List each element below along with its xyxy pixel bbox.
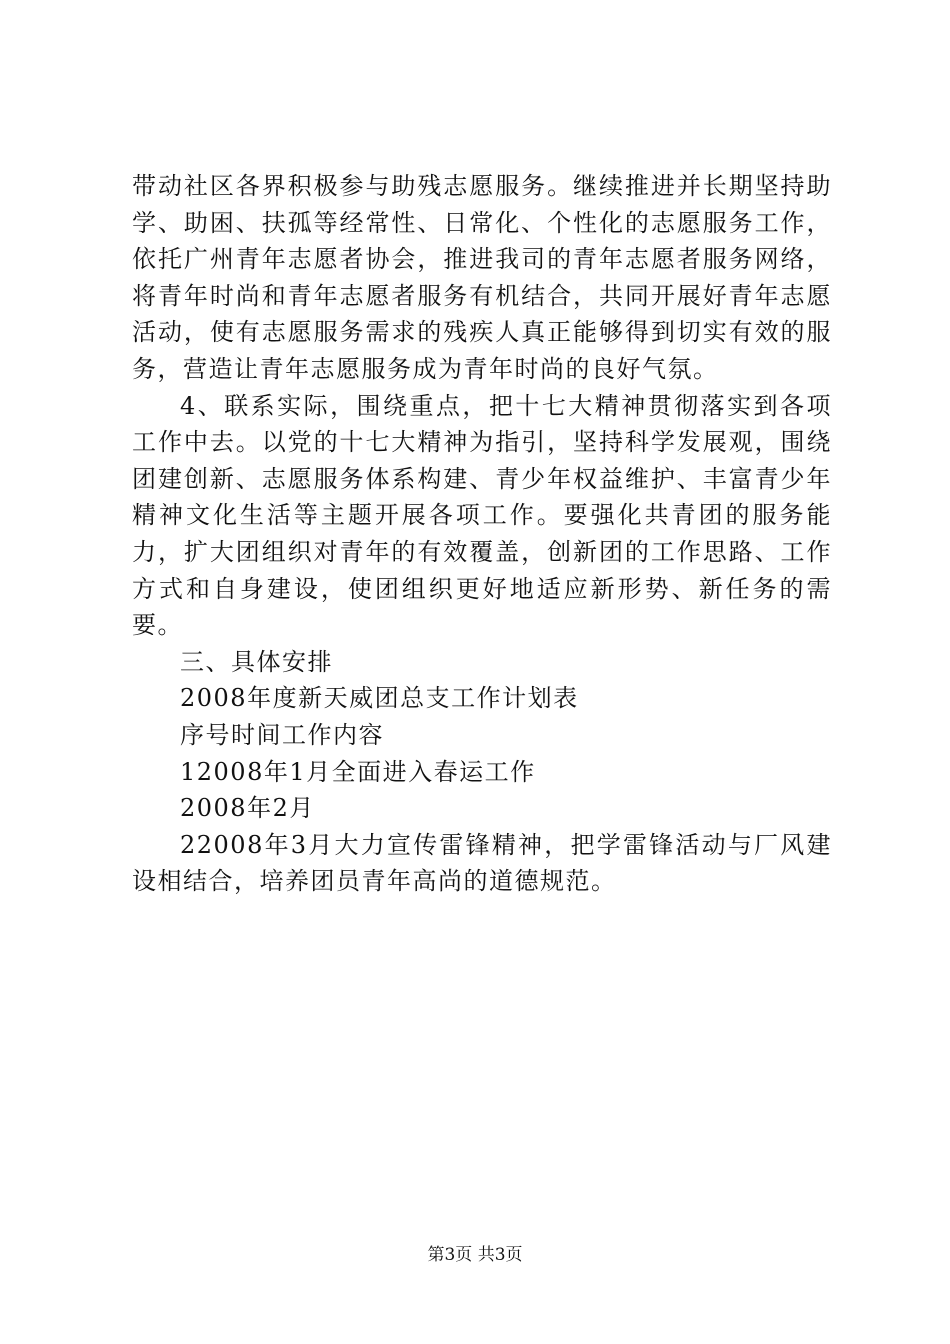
page-number-footer: 第3页 共3页 bbox=[427, 1245, 523, 1265]
plan-table-header: 序号时间工作内容 bbox=[180, 720, 384, 749]
paragraph-item-4: 4、联系实际，围绕重点，把十七大精神贯彻落实到各项工作中去。以党的十七大精神为指引，坚持科学发展观，围绕团建创新、志愿服务体系构建、青少年权益维护、丰富青少年精神文化生活等主题开展各项工作。要强化共青团的服务能力，扩大团组织对青年的有效覆盖，创新团的工作思路、工作方式和自身建设，使团组织更好地适应新形势、新任务的需要。 bbox=[132, 391, 832, 640]
document-body bbox=[132, 168, 832, 900]
plan-row-february: 2008年2月 bbox=[180, 794, 315, 823]
plan-row-1: 12008年1月全面进入春运工作 bbox=[180, 757, 536, 786]
plan-table-title: 2008年度新天威团总支工作计划表 bbox=[180, 684, 579, 713]
plan-row-2: 22008年3月大力宣传雷锋精神，把学雷锋活动与厂风建设相结合，培养团员青年高尚的道德规范。 bbox=[132, 830, 832, 896]
paragraph-volunteer-service: 带动社区各界积极参与助残志愿服务。继续推进并长期坚持助学、助困、扶孤等经常性、日常化、个性化的志愿服务工作，依托广州青年志愿者协会，推进我司的青年志愿者服务网络，将青年时尚和青年志愿者服务有机结合，共同开展好青年志愿活动，使有志愿服务需求的残疾人真正能够得到切实有效的服务，营造让青年志愿服务成为青年时尚的良好气氛。 bbox=[132, 172, 832, 383]
section-heading-arrangement: 三、具体安排 bbox=[180, 647, 333, 676]
